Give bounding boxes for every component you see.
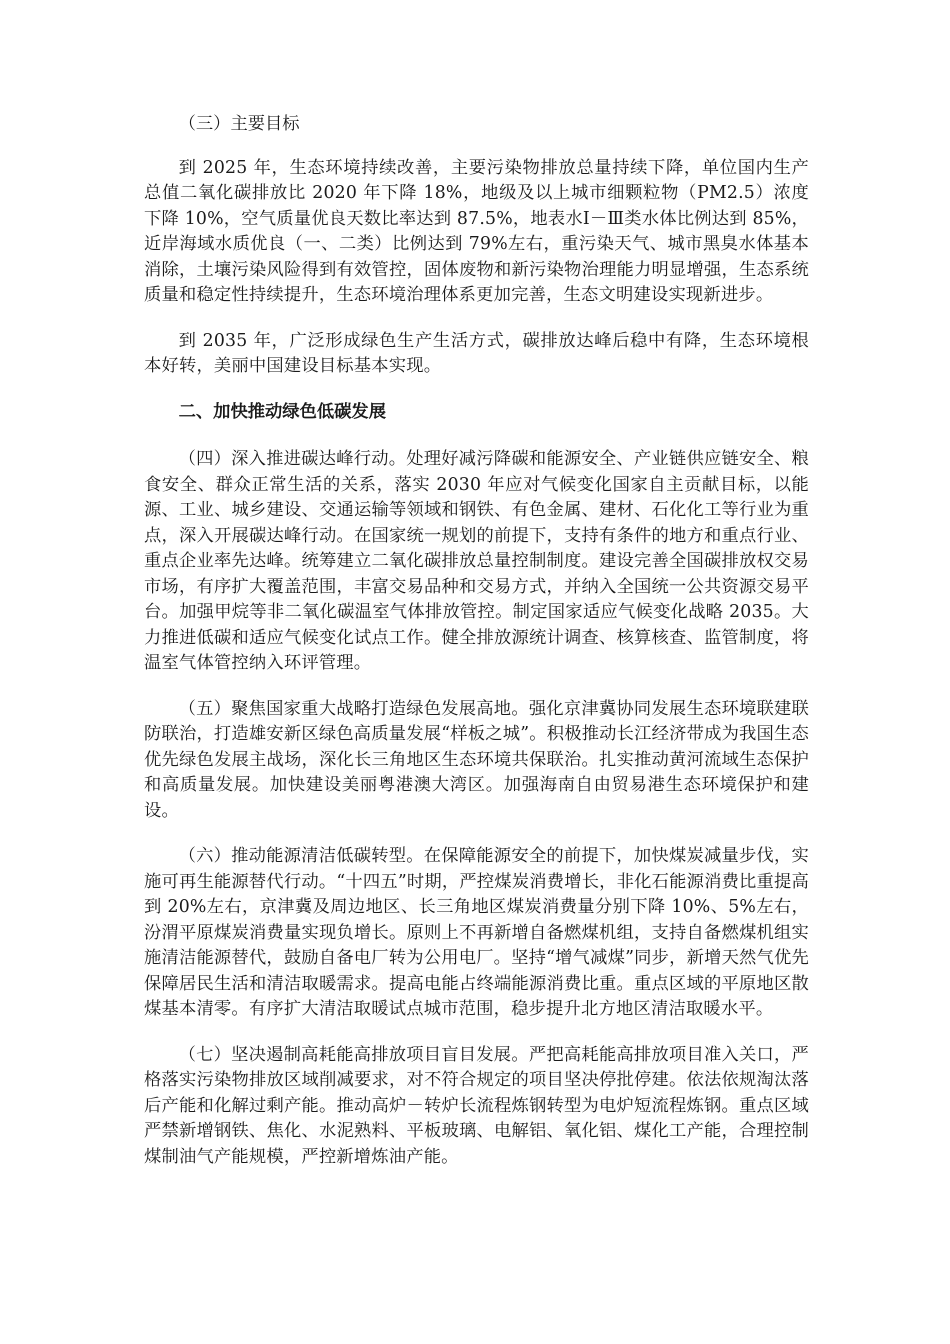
section-heading-green-low-carbon: 二、加快推动绿色低碳发展 bbox=[178, 401, 386, 422]
document-body bbox=[144, 112, 809, 1170]
paragraph-carbon-peak-action: （四）深入推进碳达峰行动。处理好减污降碳和能源安全、产业链供应链安全、粮食安全、群众正常生活的关系，落实 2030 年应对气候变化国家自主贡献目标，以能源、工业、城乡建设、交通运输等领域和钢铁、有色金属、建材、石化化工等行业为重点，深入开展碳达峰行动。在国家统一规划的前提下，支持有条件的地方和重点行业、重点企业率先达峰。统筹建立二氧化碳排放总量控制制度。建设完善全国碳排放权交易市场，有序扩大覆盖范围，丰富交易品种和交易方式，并纳入全国统一公共资源交易平台。加强甲烷等非二氧化碳温室气体排放管控。制定国家适应气候变化战略 2035。大力推进低碳和适应气候变化试点工作。健全排放源统计调查、核算核查、监管制度，将温室气体管控纳入环评管理。 bbox=[144, 449, 809, 673]
paragraph-national-strategy: （五）聚焦国家重大战略打造绿色发展高地。强化京津冀协同发展生态环境联建联防联治，打造雄安新区绿色高质量发展“样板之城”。积极推动长江经济带成为我国生态优先绿色发展主战场，深化长三角地区生态环境共保联治。扎实推动黄河流域生态保护和高质量发展。加快建设美丽粤港澳大湾区。加强海南自由贸易港生态环境保护和建设。 bbox=[144, 698, 809, 821]
section-subheading-main-goals: （三）主要目标 bbox=[178, 114, 300, 134]
paragraph-2025-goals: 到 2025 年，生态环境持续改善，主要污染物排放总量持续下降，单位国内生产总值二氧化碳排放比 2020 年下降 18%，地级及以上城市细颗粒物（PM2.5）浓度下降 10%，空气质量优良天数比率达到 87.5%，地表水Ⅰ－Ⅲ类水体比例达到 85%，近岸海域水质优良（一、二类）比例达到 79%左右，重污染天气、城市黑臭水体基本消除，土壤污染风险得到有效管控，固体废物和新污染物治理能力明显增强，生态系统质量和稳定性持续提升，生态环境治理体系更加完善，生态文明建设实现新进步。 bbox=[144, 157, 809, 305]
paragraph-curb-high-emission: （七）坚决遏制高耗能高排放项目盲目发展。严把高耗能高排放项目准入关口，严格落实污染物排放区域削减要求，对不符合规定的项目坚决停批停建。依法依规淘汰落后产能和化解过剩产能。推动高炉－转炉长流程炼钢转型为电炉短流程炼钢。重点区域严禁新增钢铁、焦化、水泥熟料、平板玻璃、电解铝、氧化铝、煤化工产能，合理控制煤制油气产能规模，严控新增炼油产能。 bbox=[144, 1044, 809, 1167]
paragraph-2035-goals: 到 2035 年，广泛形成绿色生产生活方式，碳排放达峰后稳中有降，生态环境根本好转，美丽中国建设目标基本实现。 bbox=[144, 330, 809, 376]
paragraph-energy-transition: （六）推动能源清洁低碳转型。在保障能源安全的前提下，加快煤炭减量步伐，实施可再生能源替代行动。“十四五”时期，严控煤炭消费增长，非化石能源消费比重提高到 20%左右，京津冀及周边地区、长三角地区煤炭消费量分别下降 10%、5%左右，汾渭平原煤炭消费量实现负增长。原则上不再新增自备燃煤机组，支持自备燃煤机组实施清洁能源替代，鼓励自备电厂转为公用电厂。坚持“增气减煤”同步，新增天然气优先保障居民生活和清洁取暖需求。提高电能占终端能源消费比重。重点区域的平原地区散煤基本清零。有序扩大清洁取暖试点城市范围，稳步提升北方地区清洁取暖水平。 bbox=[144, 846, 809, 1019]
